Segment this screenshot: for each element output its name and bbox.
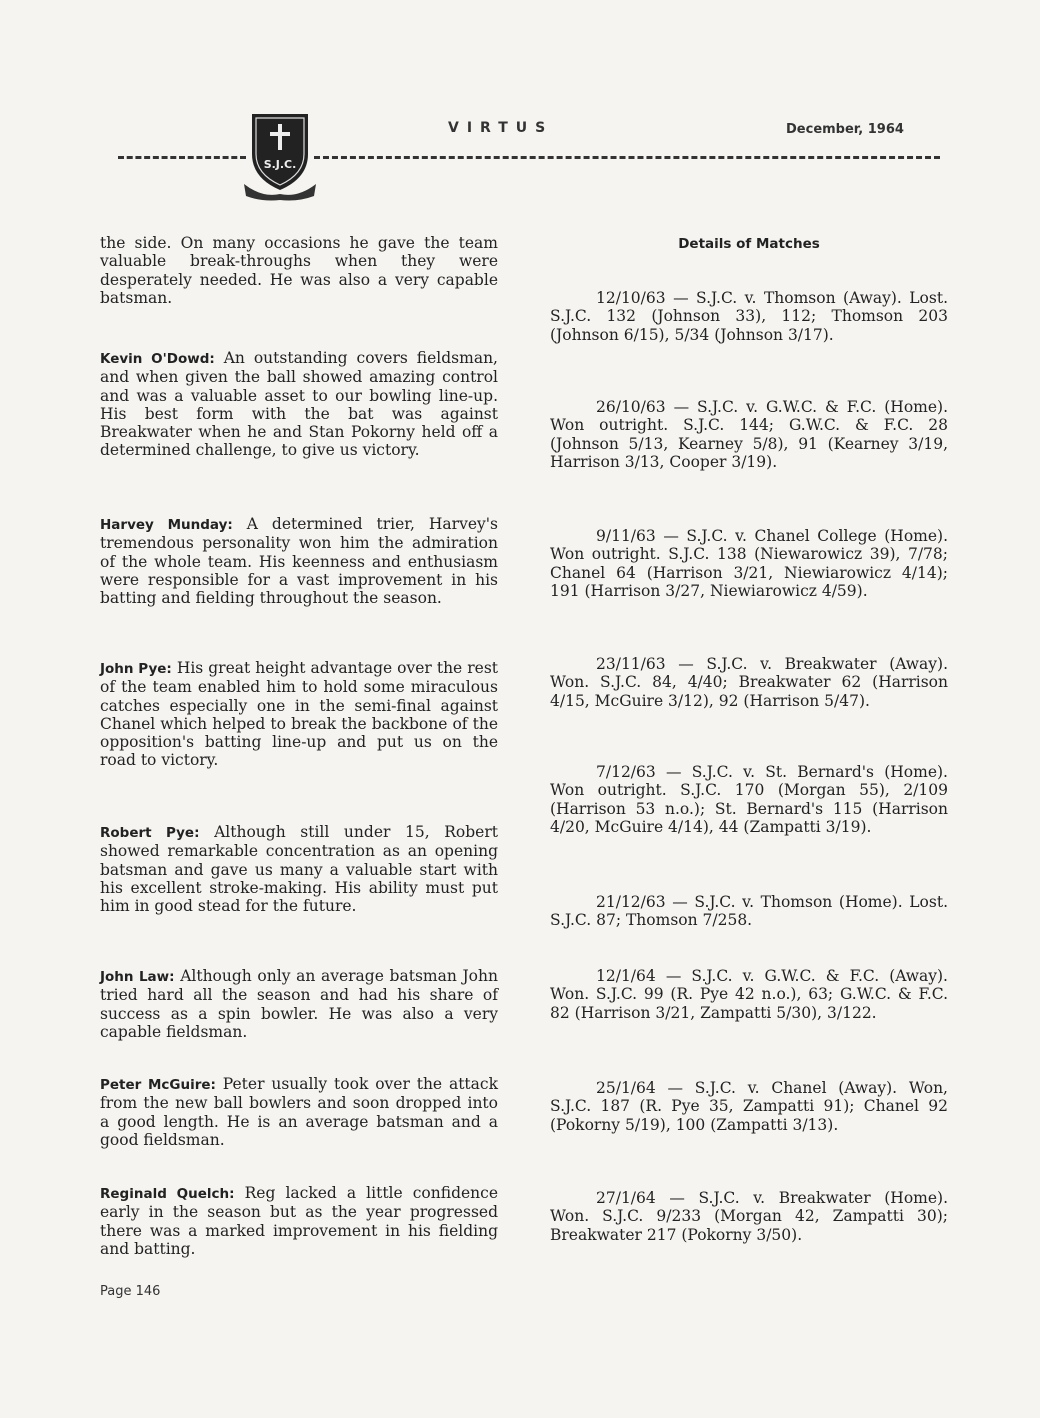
school-crest-icon (242, 108, 318, 202)
player-name: Harvey Munday: (100, 517, 233, 533)
player-paragraph: John Pye: His great height advantage over the rest of the team enabled him to hold some miraculous catches especially one in the semi-final against Chanel which helped to break the backbone of the opposition's batting line-up and put us on the road to victory. (100, 659, 498, 770)
match-entry: 12/10/63 — S.J.C. v. Thomson (Away). Lost. S.J.C. 132 (Johnson 33), 112; Thomson 203 (Johnson 6/15), 5/34 (Johnson 3/17). (550, 289, 948, 344)
crest-letters: S.J.C. (263, 158, 297, 171)
player-paragraph: Peter McGuire: Peter usually took over the attack from the new ball bowlers and soon dropped into a good length. He is an average batsman and a good fieldsman. (100, 1075, 498, 1149)
match-entry: 27/1/64 — S.J.C. v. Breakwater (Home). Won. S.J.C. 9/233 (Morgan 42, Zampatti 30); Breakwater 217 (Pokorny 3/50). (550, 1189, 948, 1244)
player-name: Reginald Quelch: (100, 1186, 235, 1202)
header-rule-right (314, 156, 940, 159)
player-name: Kevin O'Dowd: (100, 351, 215, 367)
match-entry: 25/1/64 — S.J.C. v. Chanel (Away). Won, S.J.C. 187 (R. Pye 35, Zampatti 91); Chanel 92 (Pokorny 5/19), 100 (Zampatti 3/13). (550, 1079, 948, 1134)
match-entry: 23/11/63 — S.J.C. v. Breakwater (Away). Won. S.J.C. 84, 4/40; Breakwater 62 (Harrison 4/15, McGuire 3/12), 92 (Harrison 5/47). (550, 655, 948, 710)
match-entry: 12/1/64 — S.J.C. v. G.W.C. & F.C. (Away). Won. S.J.C. 99 (R. Pye 42 n.o.), 63; G.W.C. & F.C. 82 (Harrison 3/21, Zampatti 5/30), 3/122. (550, 967, 948, 1022)
details-heading: Details of Matches (678, 236, 820, 252)
player-paragraph: Reginald Quelch: Reg lacked a little confidence early in the season but as the year progressed there was a marked improvement in his fielding and batting. (100, 1184, 498, 1258)
match-entry: 7/12/63 — S.J.C. v. St. Bernard's (Home). Won outright. S.J.C. 170 (Morgan 55), 2/109 (Harrison 53 n.o.); St. Bernard's 115 (Harrison 4/20, McGuire 4/14), 44 (Zampatti 3/19). (550, 763, 948, 836)
magazine-title: VIRTUS (448, 120, 554, 136)
player-paragraph: the side. On many occasions he gave the team valuable break-throughs when they were desperately needed. He was also a very capable batsman. (100, 234, 498, 307)
page-header (0, 0, 1040, 210)
player-name: Robert Pye: (100, 825, 200, 841)
player-paragraph: Robert Pye: Although still under 15, Robert showed remarkable concentration as an opening batsman and gave us many a valuable start with his excellent stroke-making. His ability must put him in good stead for the future. (100, 823, 498, 916)
page-number: Page 146 (100, 1284, 161, 1299)
match-entry: 26/10/63 — S.J.C. v. G.W.C. & F.C. (Home). Won outright. S.J.C. 144; G.W.C. & F.C. 28 (Johnson 5/13, Kearney 5/8), 91 (Kearney 3/19, Harrison 3/13, Cooper 3/19). (550, 398, 948, 471)
player-name: Peter McGuire: (100, 1077, 216, 1093)
match-entry: 21/12/63 — S.J.C. v. Thomson (Home). Lost. S.J.C. 87; Thomson 7/258. (550, 893, 948, 930)
player-name: John Law: (100, 969, 175, 985)
player-name: John Pye: (100, 661, 172, 677)
player-paragraph: John Law: Although only an average batsman John tried hard all the season and had his share of success as a spin bowler. He was also a very capable fieldsman. (100, 967, 498, 1041)
header-rule-left (118, 156, 246, 159)
issue-date: December, 1964 (786, 122, 904, 137)
match-entry: 9/11/63 — S.J.C. v. Chanel College (Home). Won outright. S.J.C. 138 (Niewarowicz 39), 7/78; Chanel 64 (Harrison 3/21, Niewiarowicz 4/14); 191 (Harrison 3/27, Niewiarowicz 4/59). (550, 527, 948, 600)
player-paragraph: Harvey Munday: A determined trier, Harvey's tremendous personality won him the admiration of the whole team. His keenness and enthusiasm were responsible for a vast improvement in his batting and fielding throughout the season. (100, 515, 498, 608)
player-paragraph: Kevin O'Dowd: An outstanding covers fieldsman, and when given the ball showed amazing control and was a valuable asset to our bowling line-up. His best form with the bat was against Breakwater when he and Stan Pokorny held off a determined challenge, to give us victory. (100, 349, 498, 460)
